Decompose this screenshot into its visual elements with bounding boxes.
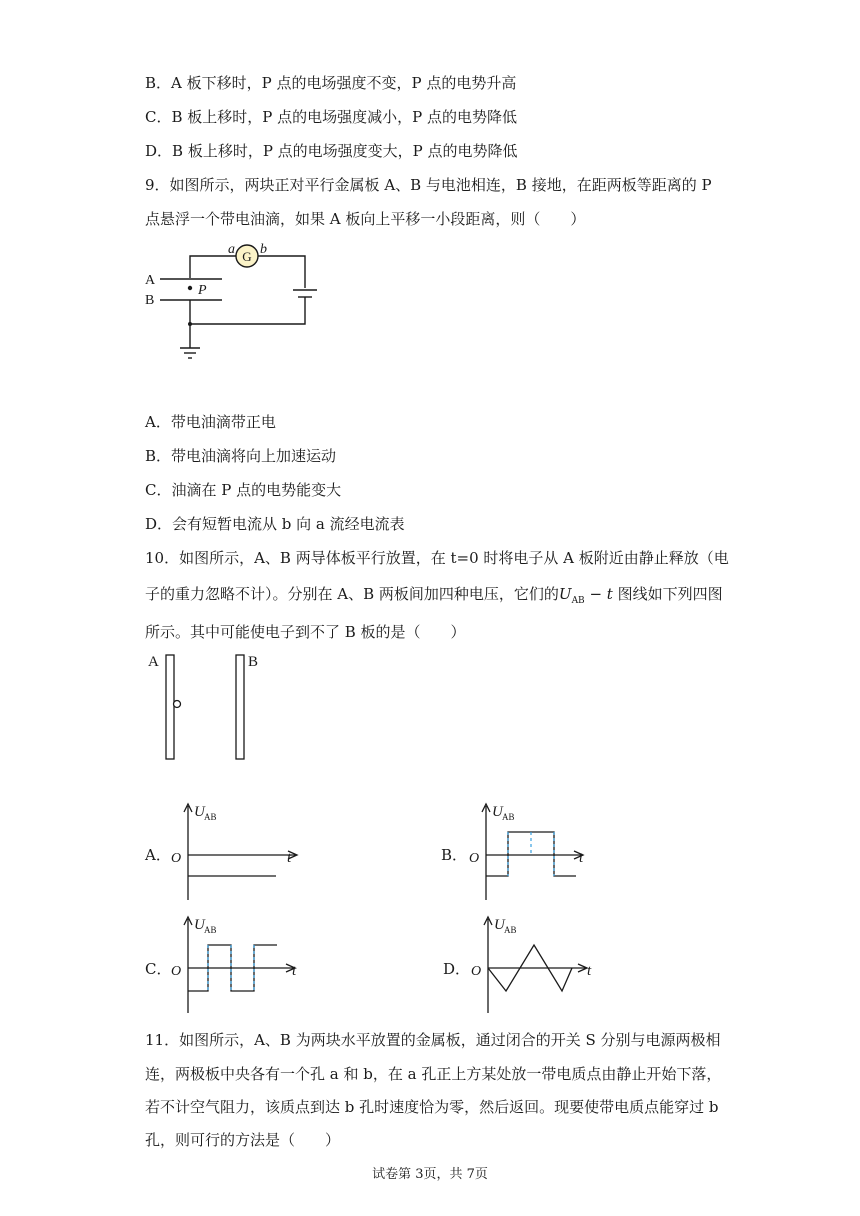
svg-text:U: U [492, 804, 503, 820]
q10-stem-line2: 子的重力忽略不计）。分别在 A、B 两板间加四种电压，它们的$U_{AB} - t$ 图线如下列四图 [145, 585, 723, 606]
page-footer: 试卷第 3页，共 7页 [372, 1167, 488, 1182]
q10-graph-b [466, 800, 596, 905]
svg-text:O: O [471, 964, 482, 979]
oil-drop-point [188, 286, 192, 290]
plate-a-label: A [148, 654, 159, 670]
q10-stem-line3: 所示。其中可能使电子到不了 B 板的是（ ） [145, 623, 466, 641]
q10-graph-a [168, 800, 318, 905]
plate-a-label: A [145, 273, 156, 288]
q10-plates-figure [140, 650, 280, 765]
svg-text:AB: AB [204, 812, 217, 822]
q11-line4: 孔，则可行的方法是（ ） [145, 1131, 341, 1149]
plate-b-label: B [248, 654, 259, 670]
terminal-b-label: b [260, 242, 267, 257]
q10-option-b-label: B． [441, 846, 468, 864]
svg-text:t: t [287, 850, 292, 866]
q11-line2: 连，两极板中央各有一个孔 a 和 b，在 a 孔正上方某处放一带电质点由静止开始下落， [145, 1065, 722, 1083]
q8-option-b: B．A 板下移时，P 点的电场强度不变，P 点的电势升高 [145, 74, 517, 92]
point-p-label: P [198, 283, 207, 298]
q10-option-d-label: D． [443, 960, 471, 978]
svg-text:U: U [494, 917, 505, 933]
q9-stem-line1: 9．如图所示，两块正对平行金属板 A、B 与电池相连，B 接地，在距两板等距离的 P [145, 176, 712, 194]
q8-option-d: D．B 板上移时，P 点的电场强度变大，P 点的电势降低 [145, 142, 518, 160]
svg-text:U: U [194, 804, 205, 820]
svg-text:O: O [171, 851, 182, 866]
q11-line1: 11．如图所示，A、B 为两块水平放置的金属板，通过闭合的开关 S 分别与电源两极相 [145, 1031, 721, 1049]
svg-text:O: O [469, 851, 480, 866]
svg-text:O: O [171, 964, 182, 979]
svg-text:AB: AB [502, 812, 515, 822]
svg-text:AB: AB [204, 925, 217, 935]
q9-circuit-figure [140, 238, 320, 368]
plate-b-label: B [145, 293, 155, 308]
q9-stem-line2: 点悬浮一个带电油滴，如果 A 板向上平移一小段距离，则（ ） [145, 210, 586, 228]
galvanometer-label: G [242, 249, 252, 264]
svg-text:AB: AB [504, 925, 517, 935]
svg-text:t: t [292, 963, 297, 979]
q8-option-c: C．B 板上移时，P 点的电场强度减小，P 点的电势降低 [145, 108, 517, 126]
q9-option-b: B．带电油滴将向上加速运动 [145, 447, 337, 465]
q10-stem-line1: 10．如图所示，A、B 两导体板平行放置，在 t=0 时将电子从 A 板附近由静止释放（电 [145, 549, 729, 567]
svg-text:t: t [587, 963, 592, 979]
electron-dot [174, 701, 181, 708]
svg-text:U: U [194, 917, 205, 933]
terminal-a-label: a [228, 242, 235, 257]
q11-line3: 若不计空气阻力，该质点到达 b 孔时速度恰为零，然后返回。现要使带电质点能穿过 b [145, 1098, 719, 1116]
q9-option-a: A．带电油滴带正电 [145, 413, 276, 431]
q10-option-a-label: A． [145, 846, 171, 864]
q10-option-c-label: C． [145, 960, 172, 978]
q9-option-d: D．会有短暂电流从 b 向 a 流经电流表 [145, 515, 405, 533]
svg-text:t: t [579, 850, 584, 866]
q10-graph-d [468, 913, 608, 1018]
q10-graph-c [168, 913, 308, 1018]
q9-option-c: C．油滴在 P 点的电势能变大 [145, 481, 342, 499]
